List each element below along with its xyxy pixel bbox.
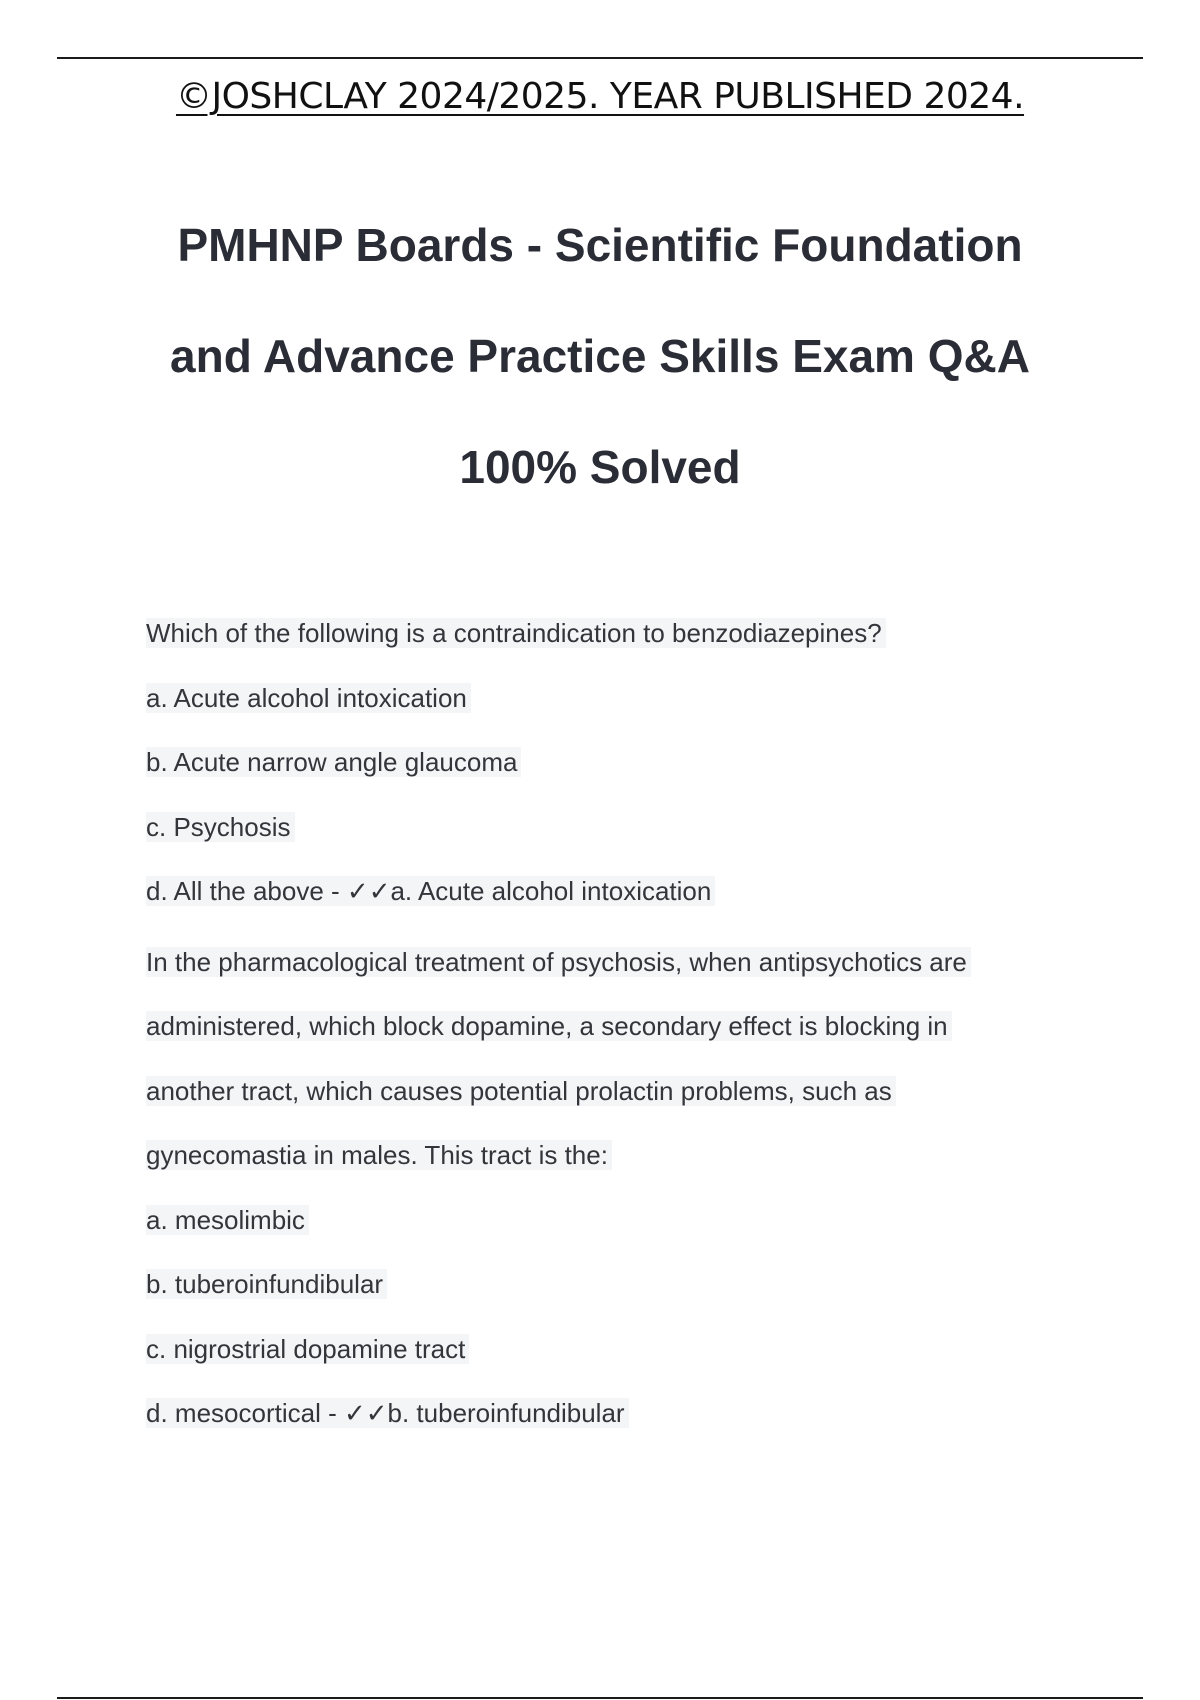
question-2-prompt-line-3: another tract, which causes potential prolactin problems, such as (146, 1073, 1046, 1138)
question-2-prompt-line-2: administered, which block dopamine, a secondary effect is blocking in (146, 1008, 1046, 1073)
question-block-1 (146, 615, 1046, 938)
title-line-1: PMHNP Boards - Scientific Foundation (177, 219, 1023, 271)
question-block-2 (146, 944, 1046, 1460)
question-2-option-b: b. tuberoinfundibular (146, 1266, 1046, 1331)
question-2-prompt-line-4: gynecomastia in males. This tract is the: (146, 1137, 1046, 1202)
question-1-option-c: c. Psychosis (146, 809, 1046, 874)
copyright-header (0, 76, 1200, 117)
question-1-prompt: Which of the following is a contraindication to benzodiazepines? (146, 615, 1046, 680)
question-2-prompt-line-1: In the pharmacological treatment of psychosis, when antipsychotics are (146, 944, 1046, 1009)
question-2-option-a: a. mesolimbic (146, 1202, 1046, 1267)
question-2-option-d-answer: d. mesocortical - ✓✓b. tuberoinfundibular (146, 1395, 1046, 1460)
question-1-option-d-answer: d. All the above - ✓✓a. Acute alcohol intoxication (146, 873, 1046, 938)
title-line-3: 100% Solved (459, 441, 741, 493)
copyright-text: ©JOSHCLAY 2024/2025. YEAR PUBLISHED 2024. (175, 76, 1025, 117)
document-title (0, 210, 1200, 543)
question-2-option-c: c. nigrostrial dopamine tract (146, 1331, 1046, 1396)
qa-content (146, 615, 1046, 1460)
title-line-2: and Advance Practice Skills Exam Q&A (170, 330, 1030, 382)
bottom-rule (57, 1697, 1143, 1699)
top-rule (57, 57, 1143, 59)
question-1-option-b: b. Acute narrow angle glaucoma (146, 744, 1046, 809)
question-1-option-a: a. Acute alcohol intoxication (146, 680, 1046, 745)
